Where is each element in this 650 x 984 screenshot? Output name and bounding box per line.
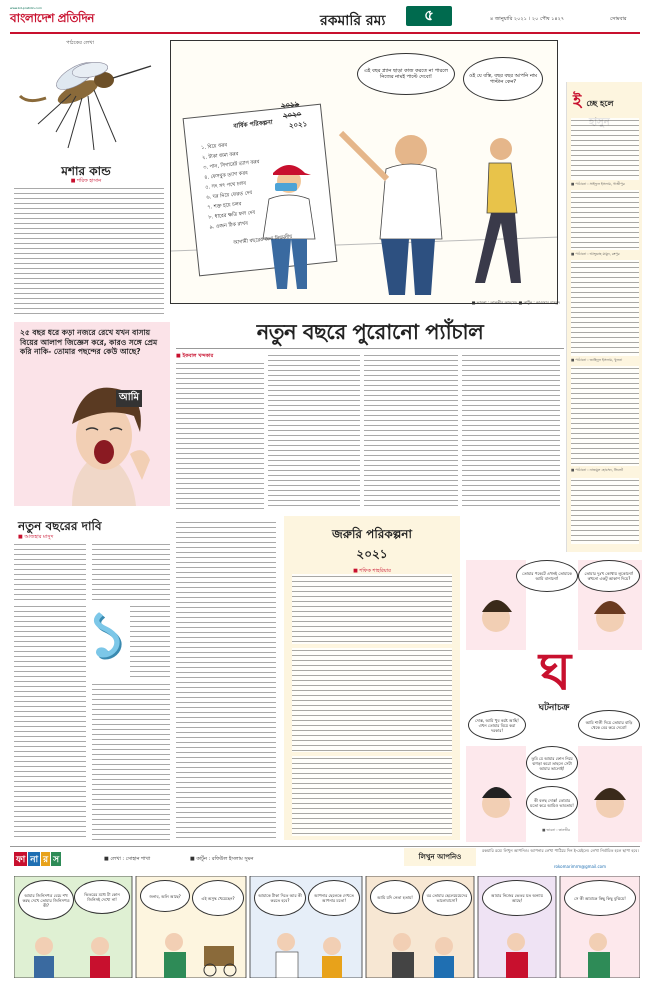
- likhun-email[interactable]: rokomarimrm@gmail.com: [554, 864, 607, 869]
- joke-block: [571, 366, 639, 466]
- fanarash-bubble: বর তোমার ছেলেমেয়েদের ভালোবাসো?: [422, 880, 472, 916]
- cartoon-year-3: ২০২১: [288, 120, 308, 130]
- fanarash-bubble: ভিতরের মধ্যে টা কোন জিনিসই দেখো না!: [74, 880, 130, 914]
- cartoon-plan-list: [201, 131, 322, 232]
- iche-title-line1: চ্ছে হলে: [586, 99, 614, 108]
- main-article-col-2: [268, 353, 360, 509]
- main-article-col-3: [364, 353, 458, 509]
- cartoon-year-2: ২০২০: [282, 110, 302, 120]
- dabi-body-col-3: [176, 520, 276, 840]
- dabi-numeral-figure: [86, 600, 130, 676]
- main-cartoon-panel: [170, 40, 558, 304]
- joke-block: [571, 118, 639, 180]
- ghatona-bubble: তোমার দুঃখ কোথায় লুকোনো! কখনো একটু আকাশ দিয়ে?: [578, 560, 640, 592]
- section-title: রকমারি রম্য: [320, 13, 386, 29]
- newspaper-logo[interactable]: বাংলাদেশ প্রতিদিন: [10, 11, 94, 25]
- speech-bubble-left: এই বছর প্ল্যান ছাড়া কাজ করতে না পারলে নিজের নামই পাল্টে দেবো!: [357, 53, 455, 95]
- logo-url: www.bd-pratidin.com: [10, 6, 42, 10]
- reader-article-author: ■ শরিফ হাসান: [70, 178, 102, 184]
- promo-box: [14, 322, 170, 506]
- fanarash-bubble: সে কী আমাকে কিছু কিছু বুঝিয়ে!: [564, 880, 636, 916]
- cartoon-bottom-note: আগামী বছরের জন্য নিয়মনীয়: [233, 233, 293, 247]
- page-number-badge: [406, 6, 452, 26]
- date-line: ৪ জানুয়ারি ২০২১ । ২০ পৌষ ১৪২৭: [490, 16, 565, 22]
- masthead: [10, 6, 640, 32]
- joke-credit: ■ পাঠানো : আব্দুল্লাহ মামুন, রংপুর: [571, 252, 620, 256]
- plan-item: ১. বিয়ে করব: [200, 142, 228, 152]
- ghatona-bubble: দোস্ত, আমি খুব কষ্টে আছি! এখন তোমার বিয়ে করা দরকার!: [468, 710, 526, 740]
- reader-article-title: মশার কান্ড: [61, 164, 111, 178]
- main-article-col-4: [462, 353, 560, 509]
- dabi-title: নতুন বছরের দাবি: [18, 519, 102, 533]
- promo-text: ২৫ বছর ধরে কড়া নজরে রেখে যখন বাসায় বিয়ের আলাপ জিজ্ঞেস করে, কারও সঙ্গে প্রেম করি নাকি- তোমার পছন্দের কেউ আছে?: [20, 328, 158, 356]
- dabi-body-col-2: [92, 542, 170, 602]
- joke-block: [571, 260, 639, 356]
- fanarash-letter: স: [51, 852, 61, 866]
- iche-column: [566, 82, 642, 552]
- ghatona-bubble: তোমার পকেটে এখনই তোমাকে আমি বানানো!: [516, 560, 578, 592]
- main-article-col-1: [176, 361, 264, 509]
- likhun-label: লিখুন আপনিও: [404, 848, 476, 866]
- likhun-box: [404, 848, 642, 874]
- plan-item: ৯. ওজন ঠিক রাখব: [209, 220, 249, 231]
- cartoon-credit: ■ ভাবনা : তানভীর আহমেদ ■ কার্টুন : কাওসার মাহমুদ: [471, 300, 560, 305]
- dabi-author: ■ আজহার মাসুদ: [18, 534, 54, 540]
- main-article-author: ■ ইকবাল খন্দকার: [176, 353, 214, 359]
- speech-bubble-right: ওই যে বস্তি, বছর বছর আপনি নাম পাল্টান কেন?: [463, 57, 543, 101]
- screaming-woman-photo: [42, 384, 166, 506]
- plan-item: ৮. ধারের ক্ষতি ফল দেব: [208, 209, 256, 221]
- plan-item: ৭. শক্ত হয়ে চলব: [207, 201, 242, 211]
- fanarash-cartoonist: ■ কার্টুন : রফিউল ইসলাম সুমন: [190, 856, 254, 862]
- header-rule: [10, 32, 640, 34]
- fanarash-bubble: আমার জিনিসপত্র বেচে শখ করছ দেখে তোমার জিনিসপত্র কী?: [18, 880, 74, 920]
- joke-credit: ■ পাঠানো : নাজমুল হোসেন, সিলেট: [571, 468, 624, 472]
- fanarash-writer: ■ লেখা : সোহান শাখা: [104, 856, 151, 862]
- zaruri-body-3: [292, 756, 452, 836]
- headline-rule: [176, 348, 564, 349]
- ghatona-numeral: ঘ: [538, 642, 572, 702]
- plan-item: ৪. ফেসবুক ত্যাগ করব: [203, 170, 249, 181]
- likhun-text: রকমারি রম্যে লিখুন আপনিও। আপনার লেখা পাঠিয়ে দিন ই-মেইলে। লেখা নির্বাচিত হলে ছাপা হবে।: [482, 848, 639, 853]
- fanarash-bubble: আমার নিজের ভেতর যত অন্যায় আছে!: [482, 880, 552, 916]
- joke-credit: ■ পাঠানো : জাহিদুল ইসলাম, খুলনা: [571, 358, 623, 362]
- fanarash-strip: [14, 876, 640, 978]
- dabi-body-col-1: [14, 542, 86, 602]
- plan-item: ৫. সৎ সৎ পথে চলব: [204, 180, 247, 191]
- iche-title-initial: ই: [573, 91, 582, 110]
- ghatona-bubble: তুমি যে আমার ফোন নিয়ে ঝগড়া করো তাহলে সেটা আমার ভালোই!: [526, 746, 578, 780]
- fanarash-bubble: এই অসুস্থ খেয়েছেন?: [192, 880, 244, 916]
- cartoon-year-1: ২০১৯: [280, 100, 300, 110]
- promo-label: আমি: [116, 390, 142, 407]
- dabi-body-col-1b: [14, 604, 86, 840]
- ghatona-section: [466, 560, 642, 842]
- zaruri-year: ২০২১: [356, 547, 388, 561]
- fanarash-logo: [14, 852, 61, 866]
- plan-item: ৩. পান, সিগারেট ত্যাগ করব: [202, 159, 260, 171]
- zaruri-body-2: [292, 648, 452, 752]
- weekday: সোমবার: [610, 16, 627, 22]
- plan-item: ২. টাকা জমা করব: [201, 151, 239, 162]
- main-headline: নতুন বছরে পুরোনো প্যাঁচাল: [256, 320, 484, 344]
- reader-article-body: [14, 186, 164, 316]
- joke-block: [571, 478, 639, 544]
- ghatona-author: ■ ভাবনা : তানভীর: [542, 828, 570, 832]
- fanarash-bubble: আমি যদি নেতা হতাম!: [370, 880, 420, 914]
- dabi-numeral: ১: [86, 598, 128, 672]
- ghatona-bubble: আমি শালী দিয়ে তোমার বাড়ি থেকে বের করে দেবো!: [578, 710, 640, 740]
- fanarash-bubble: জনাব, অলি আছে?: [140, 880, 190, 912]
- page-number: ৫: [424, 5, 434, 24]
- fanarash-bubble: আমাকে টাকা দিতে আর কী করতে হবে?: [254, 880, 306, 916]
- fanarash-letter: ফা: [14, 852, 27, 866]
- zaruri-title: জরুরি পরিকল্পনা: [332, 527, 412, 541]
- zaruri-author: ■ শফিক শাহরিয়ার: [353, 568, 391, 574]
- joke-credit: ■ পাঠানো : সাইফুল ইসলাম, গাজীপুর: [571, 182, 625, 186]
- dabi-body-col-2b: [130, 604, 170, 680]
- zaruri-box: [284, 516, 460, 840]
- fanarash-letter: না: [28, 852, 40, 866]
- fanarash-letter: র: [41, 852, 50, 866]
- cartoon-note-title: বার্ষিক পরিকল্পনা: [233, 118, 273, 131]
- ghatona-title: ঘটনাচক্র: [538, 703, 570, 713]
- zaruri-body-1: [292, 574, 452, 644]
- ghatona-bubble: কী বলছ দোস্ত! তোমার মতো করে আমিও ভাবতাম!: [526, 786, 578, 820]
- mosquito-illustration: [16, 52, 156, 160]
- reader-column-label: পাঠকের লেখা: [66, 40, 94, 46]
- dabi-body-col-2c: [92, 682, 170, 840]
- bottom-rule: [10, 846, 640, 847]
- joke-block: [571, 190, 639, 250]
- fanarash-bubble: আপনার ছেলেকে দেখতে আপনার মতো!: [308, 880, 360, 916]
- plan-item: ৬. ঘর নিয়ে ফেরত দেব: [206, 190, 253, 201]
